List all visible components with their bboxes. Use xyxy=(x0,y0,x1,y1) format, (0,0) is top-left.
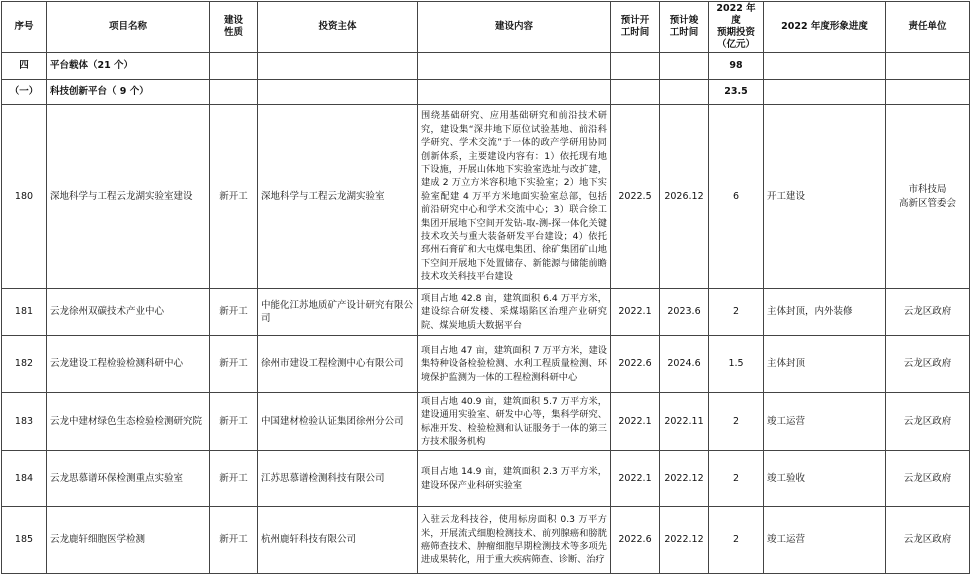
cell-seq: 184 xyxy=(2,451,47,507)
cell-progress: 主体封顶，内外装修 xyxy=(764,289,886,336)
cell-investor: 杭州鹿轩科技有限公司 xyxy=(258,507,418,574)
cell-responsible-unit: 云龙区政府 xyxy=(886,451,970,507)
cell-end-time: 2023.6 xyxy=(660,289,709,336)
cell-investment: 2 xyxy=(709,451,764,507)
cell-content: 围绕基础研究、应用基础研究和前沿技术研究，建设集“深井地下原位试验基地、前沿科学研究、学术交流”于一体的政产学研用协同创新体系，主要建设内容有：1）依托现有地下设施，开展山体地下实验室选址与改扩建，建成 2 万立方米容积地下实验室；2）地下实验室配建 4 万平方米地面实验室总部，包括前沿研究中心和学术交流中心；3）联合徐工集团开展地下空间开发钻-取-测-探一体化关键技术攻关与重大装备研发平台建设；4）依托邳州石膏矿和大屯煤电集团、徐矿集团矿山地下空间开展地下处置储存、新能源与储能前瞻技术攻关科技平台建设 xyxy=(418,105,611,289)
header-name: 项目名称 xyxy=(47,2,210,53)
cell-seq: 180 xyxy=(2,105,47,289)
cell-nature: 新开工 xyxy=(210,393,258,451)
cell-seq: 183 xyxy=(2,393,47,451)
cell-project-name: 云龙鹿轩细胞医学检测 xyxy=(47,507,210,574)
cell-investment: 1.5 xyxy=(709,336,764,393)
cell-responsible-unit: 云龙区政府 xyxy=(886,507,970,574)
cell-nature: 新开工 xyxy=(210,105,258,289)
header-seq: 序号 xyxy=(2,2,47,53)
cell-investment: 6 xyxy=(709,105,764,289)
table-row xyxy=(2,507,970,574)
cell-start-time: 2022.5 xyxy=(611,105,660,289)
cell-content: 项目占地 40.9 亩，建筑面积 5.7 万平方米，建设通用实验室、研发中心等，集科学研究、标准开发、检验检测和认证服务于一体的第三方技术服务机构 xyxy=(418,393,611,451)
cell-investor: 江苏思慕谱检测科技有限公司 xyxy=(258,451,418,507)
section-invest: 98 xyxy=(709,53,764,80)
project-table xyxy=(1,1,970,574)
cell-start-time: 2022.6 xyxy=(611,336,660,393)
section-seq: 四 xyxy=(2,53,47,80)
section-invest: 23.5 xyxy=(709,80,764,105)
cell-project-name: 云龙建设工程检验检测科研中心 xyxy=(47,336,210,393)
cell-responsible-unit: 云龙区政府 xyxy=(886,336,970,393)
cell-project-name: 云龙思慕谱环保检测重点实验室 xyxy=(47,451,210,507)
section-name: 科技创新平台（ 9 个） xyxy=(47,80,210,105)
header-start: 预计开 工时间 xyxy=(611,2,660,53)
cell-seq: 181 xyxy=(2,289,47,336)
section-row-four xyxy=(2,53,970,80)
cell-responsible-unit: 市科技局 高新区管委会 xyxy=(886,105,970,289)
cell-end-time: 2022.12 xyxy=(660,507,709,574)
table-row xyxy=(2,105,970,289)
cell-nature: 新开工 xyxy=(210,507,258,574)
cell-investment: 2 xyxy=(709,393,764,451)
cell-investor: 深地科学与工程云龙湖实验室 xyxy=(258,105,418,289)
cell-investment: 2 xyxy=(709,289,764,336)
cell-start-time: 2022.1 xyxy=(611,393,660,451)
cell-content: 项目占地 14.9 亩，建筑面积 2.3 万平方米，建设环保产业科研实验室 xyxy=(418,451,611,507)
header-unit: 责任单位 xyxy=(886,2,970,53)
cell-investor: 徐州市建设工程检测中心有限公司 xyxy=(258,336,418,393)
table-row xyxy=(2,289,970,336)
cell-end-time: 2022.12 xyxy=(660,451,709,507)
header-progress: 2022 年度形象进度 xyxy=(764,2,886,53)
cell-progress: 竣工运营 xyxy=(764,507,886,574)
cell-start-time: 2022.1 xyxy=(611,289,660,336)
cell-end-time: 2024.6 xyxy=(660,336,709,393)
cell-start-time: 2022.1 xyxy=(611,451,660,507)
cell-investor: 中国建材检验认证集团徐州分公司 xyxy=(258,393,418,451)
header-content: 建设内容 xyxy=(418,2,611,53)
header-end: 预计竣 工时间 xyxy=(660,2,709,53)
table-row xyxy=(2,393,970,451)
cell-content: 项目占地 42.8 亩，建筑面积 6.4 万平方米，建设综合研发楼、采煤塌陷区治理产业研究院、煤炭地质大数据平台 xyxy=(418,289,611,336)
cell-responsible-unit: 云龙区政府 xyxy=(886,393,970,451)
cell-content: 项目占地 47 亩，建筑面积 7 万平方米，建设集特种设备检验检测、水利工程质量检测、环境保护监测为一体的工程检测科研中心 xyxy=(418,336,611,393)
cell-progress: 主体封顶 xyxy=(764,336,886,393)
table-row xyxy=(2,451,970,507)
cell-project-name: 云龙徐州双碳技术产业中心 xyxy=(47,289,210,336)
section-seq: （一） xyxy=(2,80,47,105)
cell-start-time: 2022.6 xyxy=(611,507,660,574)
cell-progress: 竣工运营 xyxy=(764,393,886,451)
cell-end-time: 2026.12 xyxy=(660,105,709,289)
cell-project-name: 深地科学与工程云龙湖实验室建设 xyxy=(47,105,210,289)
cell-seq: 182 xyxy=(2,336,47,393)
cell-nature: 新开工 xyxy=(210,289,258,336)
header-investor: 投资主体 xyxy=(258,2,418,53)
cell-project-name: 云龙中建材绿色生态检验检测研究院 xyxy=(47,393,210,451)
cell-progress: 竣工验收 xyxy=(764,451,886,507)
cell-investor: 中能化江苏地质矿产设计研究有限公司 xyxy=(258,289,418,336)
cell-end-time: 2022.11 xyxy=(660,393,709,451)
cell-nature: 新开工 xyxy=(210,451,258,507)
header-invest: 2022 年度 预期投资 （亿元） xyxy=(709,2,764,53)
cell-responsible-unit: 云龙区政府 xyxy=(886,289,970,336)
section-row-one xyxy=(2,80,970,105)
section-name: 平台载体（21 个） xyxy=(47,53,210,80)
cell-investment: 2 xyxy=(709,507,764,574)
table-row xyxy=(2,336,970,393)
header-row xyxy=(2,2,970,53)
cell-progress: 开工建设 xyxy=(764,105,886,289)
cell-nature: 新开工 xyxy=(210,336,258,393)
cell-content: 入驻云龙科技谷，使用标房面积 0.3 万平方米，开展流式细胞检测技术、前列腺癌和膀胱癌筛查技术、肿瘤细胞早期检测技术等多项先进成果转化，用于重大疾病筛查、诊断、治疗 xyxy=(418,507,611,574)
cell-seq: 185 xyxy=(2,507,47,574)
header-nature: 建设 性质 xyxy=(210,2,258,53)
